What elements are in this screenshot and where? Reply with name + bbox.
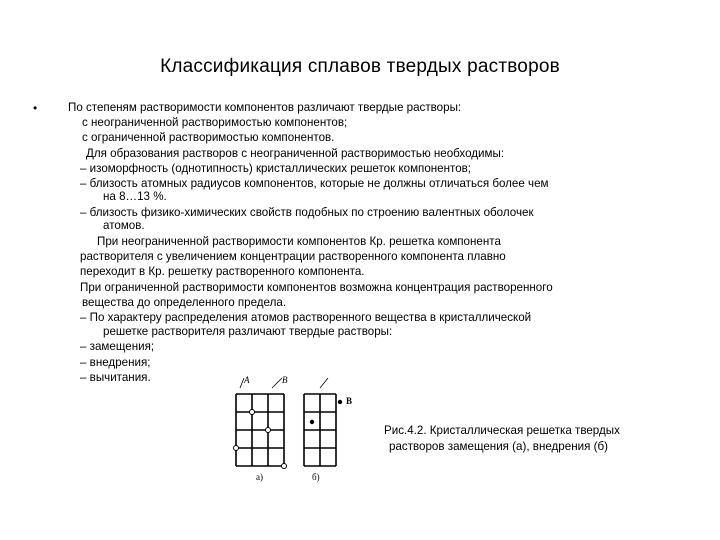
text-line-17: – замещения; [80,340,155,353]
sublabel-b: б) [312,472,320,482]
text-line-14: вещества до определенного предела. [82,296,287,309]
label-b-right: B [346,396,353,406]
label-a-atom: A [244,375,250,385]
text-line-12: переходит в Кр. решетку растворенного компонента. [80,265,365,278]
text-line-10: При неограниченной растворимости компонентов Кр. решетка компонента [97,235,501,248]
slide-title: Классификация сплавов твердых растворов [160,56,560,77]
label-b-atom: B [282,375,288,385]
text-line-6: – близость атомных радиусов компонентов, которые не должны отличаться более чем [80,177,549,190]
bullet-marker: • [33,101,38,115]
text-line-1: По степеням растворимости компонентов различают твердые растворы: [68,101,462,114]
text-line-11: растворителя с увеличением концентрации растворенного компонента плавно [80,250,506,263]
atom-b-right [338,400,342,404]
text-line-13: При ограниченной растворимости компонентов возможна концентрация растворенного [80,281,553,294]
figure-caption-line-1: Рис.4.2. Кристаллическая решетка твердых [384,424,620,437]
pointer-arrow-b [272,378,282,388]
text-line-7: на 8…13 %. [103,190,167,203]
text-line-5: – изоморфность (однотипность) кристаллических решеток компонентов; [80,162,472,175]
sublabel-a: а) [256,472,263,482]
text-line-4: Для образования растворов с неограниченной растворимостью необходимы: [86,147,505,160]
crystal-lattice-figure [228,374,358,486]
pointer-arrow-c [320,378,328,388]
text-line-9: атомов. [103,219,145,232]
lattice-a [236,394,284,466]
text-line-16: решетке растворителя различают твердые растворы: [103,325,393,338]
text-line-8: – близость физико-химических свойств подобных по строению валентных оболочек [80,206,534,219]
text-line-2: с неограниченной растворимостью компонентов; [82,116,348,129]
lattice-a-substituted-atoms [234,410,287,469]
text-line-19: – вычитания. [80,371,151,384]
figure-caption-line-2: растворов замещения (а), внедрения (б) [389,440,608,453]
interstitial-atom [310,420,314,424]
text-line-15: – По характеру распределения атомов растворенного вещества в кристаллической [80,311,532,324]
text-line-18: – внедрения; [80,356,151,369]
text-line-3: с ограниченной растворимостью компонентов. [82,131,335,144]
lattice-b [304,394,336,466]
